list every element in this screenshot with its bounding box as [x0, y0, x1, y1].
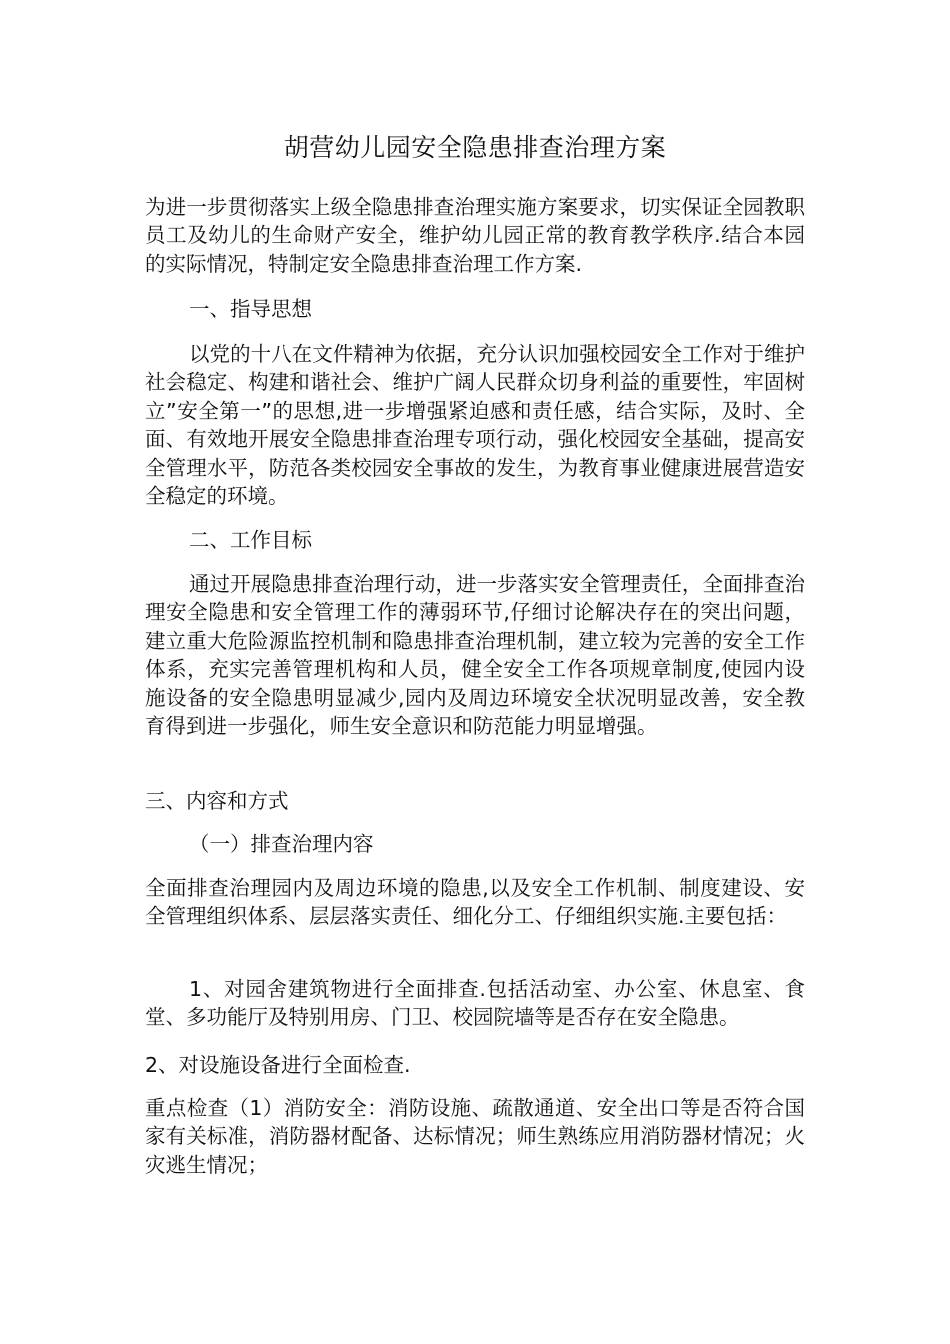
- section-heading-guiding-ideology: 一、指导思想: [189, 297, 312, 321]
- guiding-ideology-paragraph: 以党的十八在文件精神为依据，充分认识加强校园安全工作对于维护社会稳定、构建和谐社会、维护广阔人民群众切身利益的重要性，牢固树立”安全第一”的思想,进一步增强紧迫感和责任感，结合实际，及时、全面、有效地开展安全隐患排查治理专项行动，强化校园安全基础，提高安全管理水平，防范各类校园安全事故的发生，为教育事业健康进展营造安全稳定的环境。: [145, 342, 805, 509]
- intro-paragraph: 为进一步贯彻落实上级全隐患排查治理实施方案要求，切实保证全园教职员工及幼儿的生命财产安全，维护幼儿园正常的教育教学秩序.结合本园的实际情况，特制定安全隐患排查治理工作方案.: [145, 195, 805, 276]
- fire-safety-paragraph: 重点检查（1）消防安全：消防设施、疏散通道、安全出口等是否符合国家有关标准，消防器材配备、达标情况；师生熟练应用消防器材情况；火灾逃生情况；: [145, 1096, 805, 1177]
- work-goals-paragraph: 通过开展隐患排查治理行动，进一步落实安全管理责任，全面排查治理安全隐患和安全管理工作的薄弱环节,仔细讨论解决存在的突出问题，建立重大危险源监控机制和隐患排查治理机制，建立较为完善的安全工作体系，充实完善管理机构和人员，健全安全工作各项规章制度,使园内设施设备的安全隐患明显减少,园内及周边环境安全状况明显改善，安全教育得到进一步强化，师生安全意识和防范能力明显增强。: [145, 572, 805, 739]
- item-2-paragraph: 2、对设施设备进行全面检查.: [145, 1053, 411, 1077]
- subsection-heading-inspection-content: （一）排查治理内容: [189, 832, 374, 856]
- inspection-content-paragraph: 全面排查治理园内及周边环境的隐患,以及安全工作机制、制度建设、安全管理组织体系、层层落实责任、细化分工、仔细组织实施.主要包括：: [145, 876, 805, 929]
- item-1-paragraph: 1、对园舍建筑物进行全面排查.包括活动室、办公室、休息室、食堂、多功能厅及特别用房、门卫、校园院墙等是否存在安全隐患。: [145, 977, 805, 1030]
- section-heading-content-methods: 三、内容和方式: [145, 789, 289, 813]
- document-title: 胡营幼儿园安全隐患排查治理方案: [283, 133, 667, 162]
- section-heading-work-goals: 二、工作目标: [189, 528, 312, 552]
